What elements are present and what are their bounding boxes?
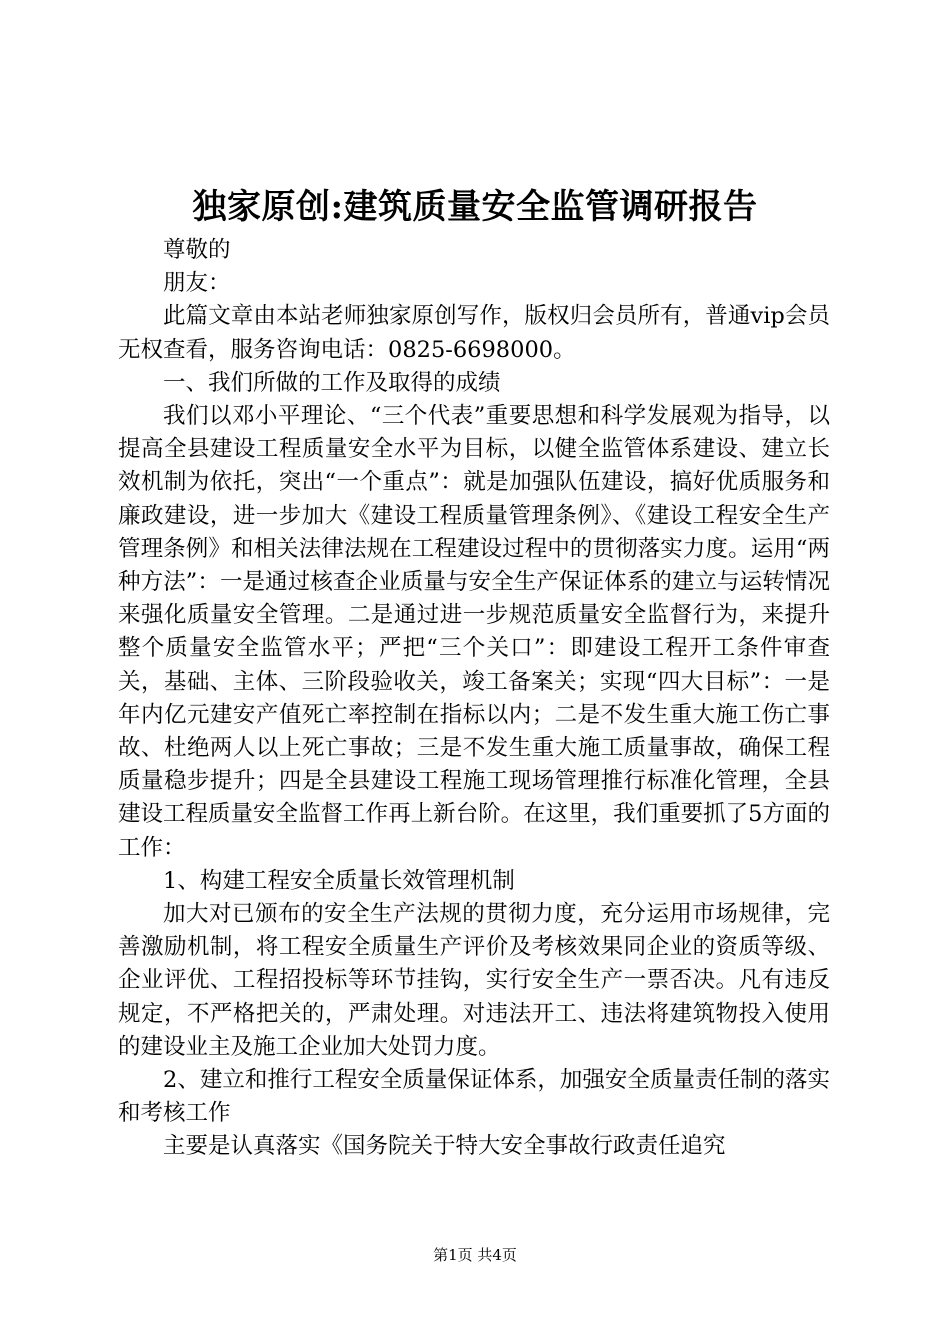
body-paragraph: 加大对已颁布的安全生产法规的贯彻力度，充分运用市场规律，完善激励机制，将工程安全质量生产评价及考核效果同企业的资质等级、企业评优、工程招投标等环节挂钩，实行安全生产一票否决。凡有违反规定，不严格把关的，严肃处理。对违法开工、违法将建筑物投入使用的建设业主及施工企业加大处罚力度。 xyxy=(118,901,830,1060)
subsection-heading-1: 1、构建工程安全质量长效管理机制 xyxy=(163,867,515,894)
document-body xyxy=(118,234,830,1164)
body-paragraph: 我们以邓小平理论、“三个代表”重要思想和科学发展观为指导，以提高全县建设工程质量安全水平为目标，以健全监管体系建设、建立长效机制为依托，突出“一个重点”：就是加强队伍建设，搞好优质服务和廉政建设，进一步加大《建设工程质量管理条例》、《建设工程安全生产管理条例》和相关法律法规在工程建设过程中的贯彻落实力度。运用“两种方法”：一是通过核查企业质量与安全生产保证体系的建立与运转情况来强化质量安全管理。二是通过进一步规范质量安全监督行为，来提升整个质量安全监管水平；严把“三个关口”：即建设工程开工条件审查关，基础、主体、三阶段验收关，竣工备案关；实现“四大目标”：一是年内亿元建安产值死亡率控制在指标以内；二是不发生重大施工伤亡事故、杜绝两人以上死亡事故；三是不发生重大施工质量事故，确保工程质量稳步提升；四是全县建设工程施工现场管理推行标准化管理，全县建设工程质量安全监督工作再上新台阶。在这里，我们重要抓了5方面的工作： xyxy=(118,403,830,861)
body-paragraph: 主要是认真落实《国务院关于特大安全事故行政责任追究 xyxy=(163,1133,726,1160)
salutation-line-1: 尊敬的 xyxy=(163,237,231,263)
document-title: 独家原创:建筑质量安全监管调研报告 xyxy=(192,187,758,227)
section-heading-1: 一、我们所做的工作及取得的成绩 xyxy=(163,369,501,396)
subsection-heading-2: 2、建立和推行工程安全质量保证体系，加强安全质量责任制的落实和考核工作 xyxy=(118,1067,830,1127)
page-number-footer: 第1页 共4页 xyxy=(433,1246,517,1264)
copyright-notice: 此篇文章由本站老师独家原创写作，版权归会员所有，普通vip会员无权查看，服务咨询电话：0825-6698000。 xyxy=(118,303,830,363)
salutation-line-2: 朋友： xyxy=(163,270,231,297)
